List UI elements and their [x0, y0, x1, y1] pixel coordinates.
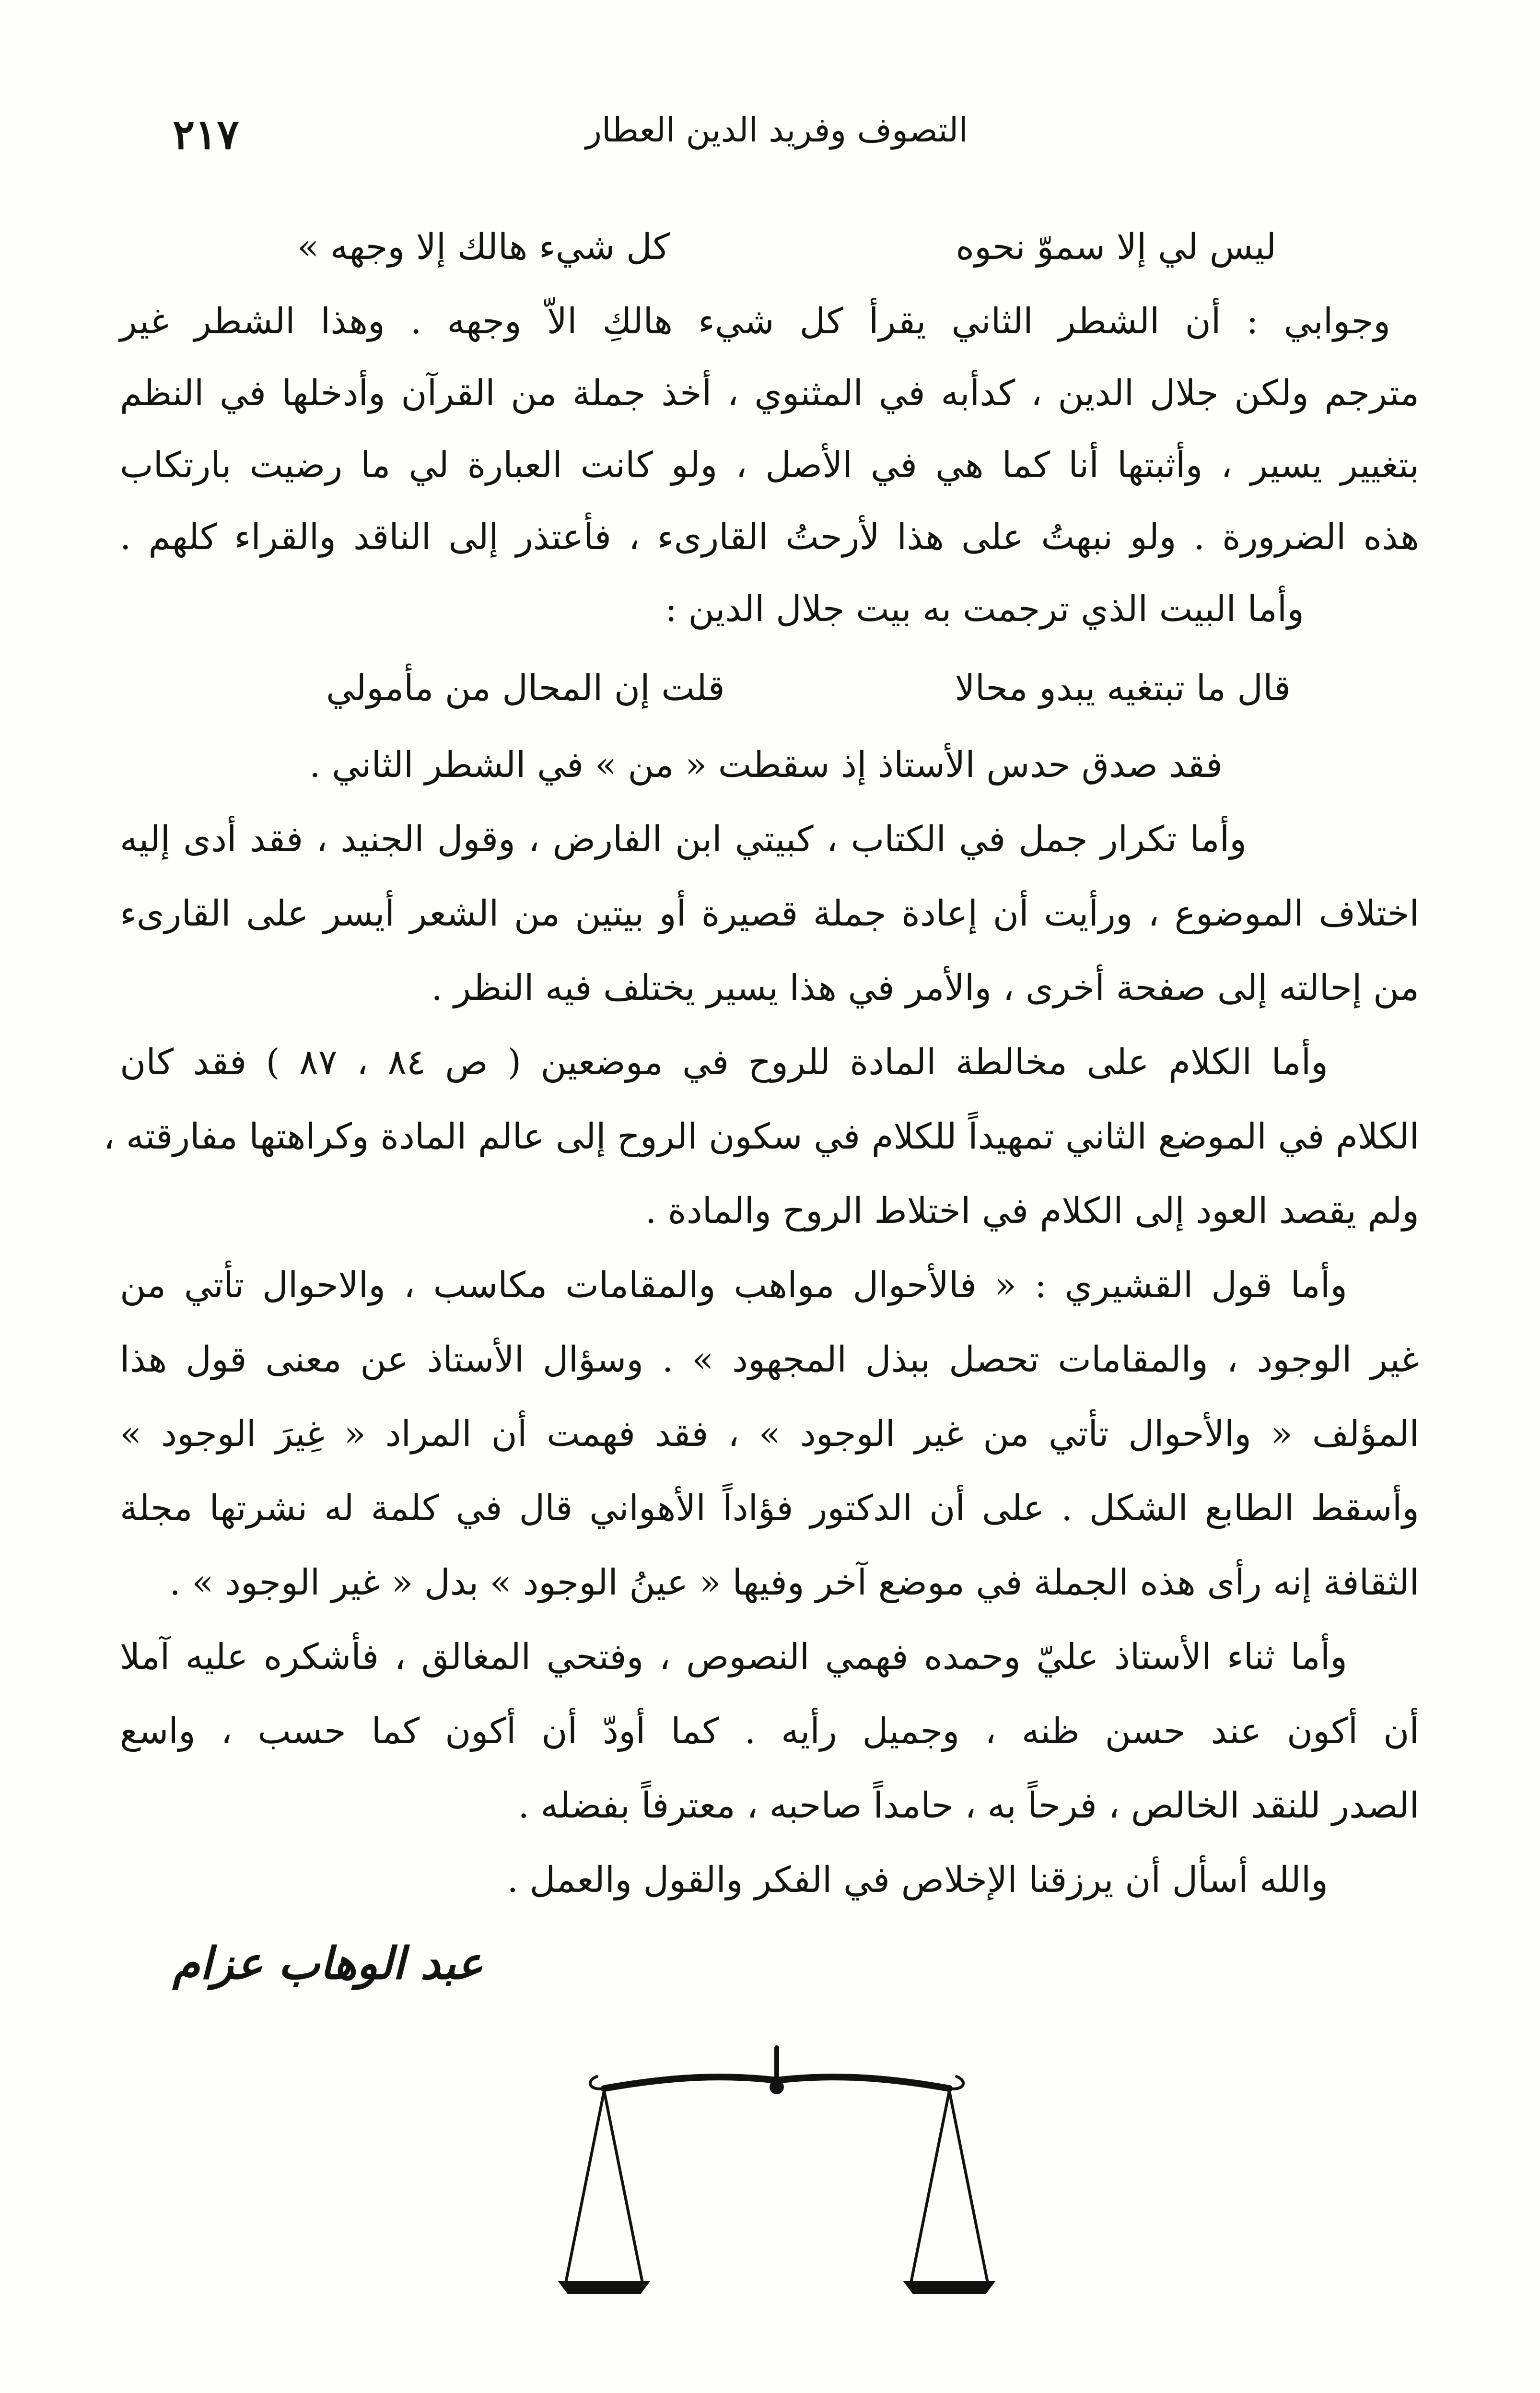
text-line: فقد صدق حدس الأستاذ إذ سقطت « من » في الشطر الثاني .: [309, 744, 1223, 786]
scales-icon: [551, 2043, 1002, 2311]
text-line: والله أسأل أن يرزقنا الإخلاص في الفكر والقول والعمل .: [507, 1859, 1328, 1900]
verse2-right-hemistich: قال ما تبتغيه يبدو محالا: [955, 668, 1291, 709]
text-line: وأما ثناء الأستاذ عليّ وحمده فهمي النصوص ، وفتحي المغالق ، فأشكره عليه آملا: [120, 1636, 1347, 1677]
text-line: الكلام في الموضع الثاني تمهيداً للكلام في سكون الروح إلى عالم المادة وكراهتها مفارقته ،: [103, 1116, 1419, 1157]
text-line: مترجم ولكن جلال الدين ، كدأبه في المثنوي ، أخذ جملة من القرآن وأدخلها في النظم: [120, 373, 1419, 414]
text-line: غير الوجود ، والمقامات تحصل ببذل المجهود » . وسؤال الأستاذ عن معنى قول هذا: [120, 1339, 1419, 1380]
text-line: اختلاف الموضوع ، ورأيت أن إعادة جملة قصيرة أو بيتين من الشعر أيسر على القارىء: [120, 893, 1419, 934]
text-line: الثقافة إنه رأى هذه الجملة في موضع آخر وفيها « عينُ الوجود » بدل « غير الوجود » .: [169, 1562, 1419, 1603]
text-line: وأما تكرار جمل في الكتاب ، كبيتي ابن الفارض ، وقول الجنيد ، فقد أدى إليه: [120, 819, 1247, 860]
text-line: وأما البيت الذي ترجمت به بيت جلال الدين :: [665, 588, 1304, 630]
text-line: وأسقط الطابع الشكل . على أن الدكتور فؤاداً الأهواني قال في كلمة له نشرتها مجلة: [120, 1488, 1419, 1529]
verse1-right-hemistich: ليس لي إلا سموّ نحوه: [956, 226, 1276, 268]
text-line: هذه الضرورة . ولو نبهتُ على هذا لأرحتُ القارىء ، فأعتذر إلى الناقد والقراء كلهم .: [120, 516, 1419, 558]
verse2-left-hemistich: قلت إن المحال من مأمولي: [326, 668, 725, 709]
running-head: [173, 110, 1381, 173]
text-line: الصدر للنقد الخالص ، فرحاً به ، حامداً صاحبه ، معترفاً بفضله .: [518, 1785, 1419, 1826]
text-line: ولم يقصد العود إلى الكلام في اختلاط الروح والمادة .: [645, 1190, 1419, 1232]
text-line: وجوابي : أن الشطر الثاني يقرأ كل شيء هالكِ الاّ وجهه . وهذا الشطر غير: [120, 301, 1390, 342]
text-line: وأما قول القشيري : « فالأحوال مواهب والمقامات مكاسب ، والاحوال تأتي من: [120, 1265, 1347, 1306]
verse1-left-hemistich: كل شيء هالك إلا وجهه »: [297, 226, 670, 268]
text-line: المؤلف « والأحوال تأتي من غير الوجود » ، فقد فهمت أن المراد « غِيرَ الوجود »: [120, 1413, 1419, 1455]
page-number: ٢١٧: [173, 110, 239, 159]
running-title: التصوف وفريد الدين العطار: [585, 110, 968, 150]
text-line: أن أكون عند حسن ظنه ، وجميل رأيه . كما أودّ أن أكون كما حسب ، واسع: [120, 1711, 1419, 1752]
text-line: بتغيير يسير ، وأثبتها أنا كما هي في الأصل ، ولو كانت العبارة لي ما رضيت بارتكاب: [120, 445, 1419, 486]
author-signature: عبد الوهاب عزام: [173, 1937, 483, 1989]
text-line: وأما الكلام على مخالطة المادة للروح في موضعين ( ص ٨٤ ، ٨٧ ) فقد كان: [120, 1042, 1328, 1083]
text-line: من إحالته إلى صفحة أخرى ، والأمر في هذا يسير يختلف فيه النظر .: [431, 967, 1419, 1009]
